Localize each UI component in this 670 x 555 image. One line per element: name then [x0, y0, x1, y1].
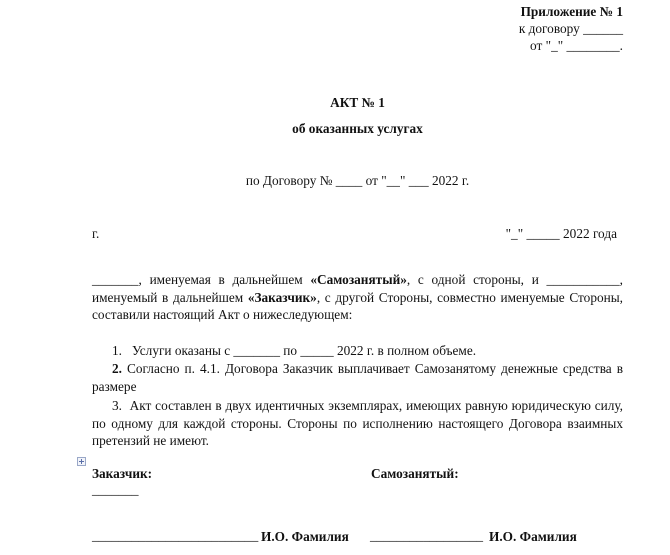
act-date: "_" _____ 2022 года [505, 226, 617, 241]
self-employed-name: И.О. Фамилия [489, 529, 577, 544]
customer-term: «Заказчик» [247, 289, 317, 305]
intro-paragraph [92, 271, 623, 324]
appendix-contract-line: к договору ______ [518, 21, 623, 36]
item-number: 3. [112, 398, 122, 413]
city: г. [92, 226, 100, 241]
list-item [92, 360, 623, 395]
item-number: 1. [112, 343, 122, 358]
act-subtitle: об оказанных услугах [292, 121, 423, 136]
self-employed-label: Самозанятый: [371, 466, 459, 481]
item-text: Акт составлен в двух идентичных экземплярах, имеющих равную юридическую силу, по одному для каждой стороны. Стороны по исполнению настоящего Договора взаимных претензий не имеют. [92, 398, 623, 448]
item-number: 2. [112, 361, 122, 376]
customer-signature-line: _________________________ [92, 528, 259, 543]
self-employed-signature-line: _________________ [370, 528, 484, 543]
item-text: Услуги оказаны с _______ по _____ 2022 г. в полном объеме. [131, 343, 477, 358]
list-item [92, 342, 623, 360]
appendix-title: Приложение № 1 [520, 4, 623, 19]
act-title: АКТ № 1 [330, 95, 385, 110]
intro-text-3: , с другой Стороны, совместно именуемые Стороны, составили настоящий Акт о нижеследующем: [92, 289, 623, 322]
item-text: Согласно п. 4.1. Договора Заказчик выплачивает Самозанятому денежные средства в размере [92, 361, 623, 394]
customer-blank: _______ [92, 482, 139, 497]
contract-reference: по Договору № ____ от "__" ___ 2022 г. [245, 173, 470, 188]
appendix-date-line: от "_" ________. [530, 38, 623, 53]
intro-text-1: _______, именуемая в дальнейшем [92, 272, 311, 287]
intro-text-2: , с одной стороны, и ___________, именуемый в дальнейшем [92, 272, 623, 305]
customer-label: Заказчик: [92, 466, 153, 481]
self-employed-term: «Самозанятый» [310, 272, 407, 287]
list-item [92, 397, 623, 450]
customer-name: И.О. Фамилия [261, 529, 349, 544]
table-move-handle-icon[interactable] [77, 457, 86, 466]
